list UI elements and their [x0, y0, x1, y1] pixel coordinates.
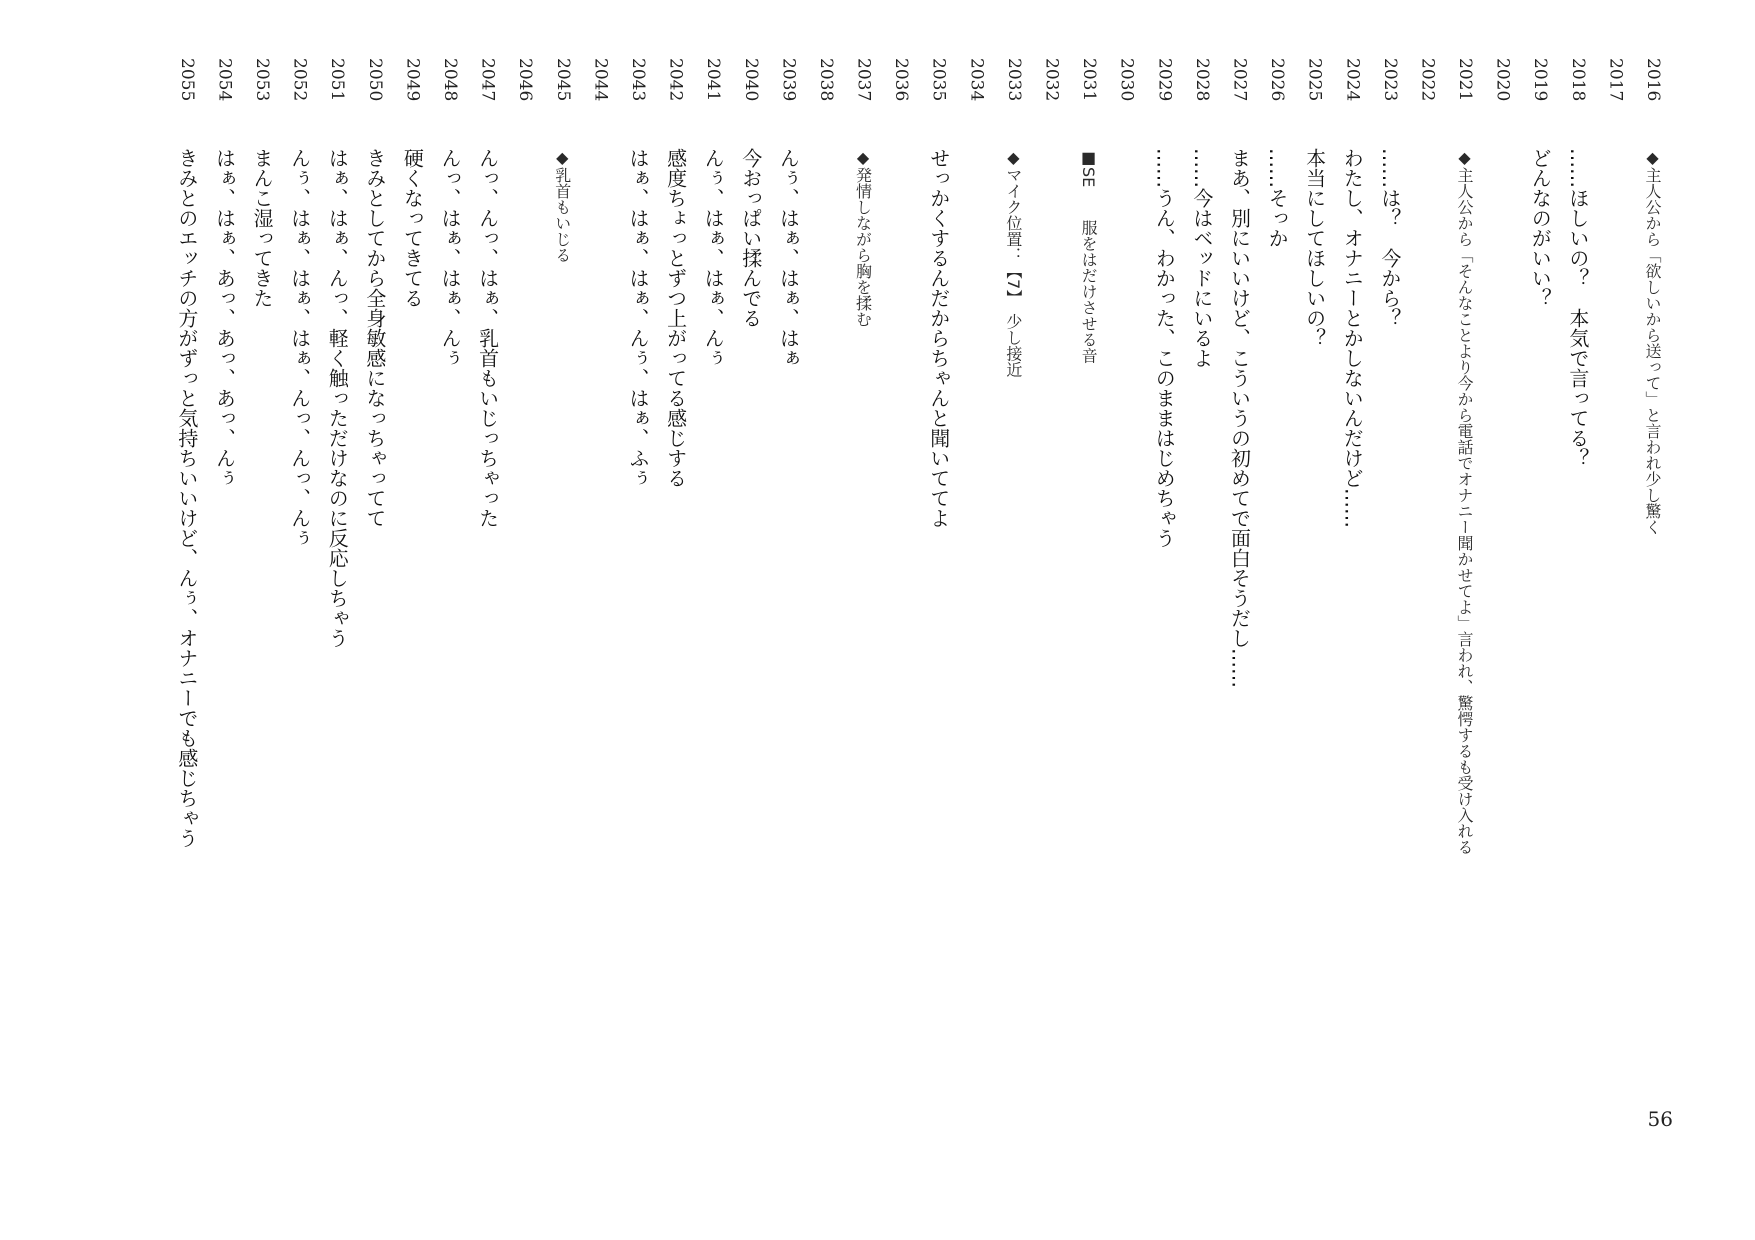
script-line [618, 58, 656, 1058]
script-line [1182, 58, 1220, 1058]
dialogue-line: まんこ湿ってきた [250, 148, 275, 308]
line-number: 2019 [1530, 58, 1551, 102]
dialogue-line: わたし、オナニーとかしないんだけど…… [1340, 148, 1365, 528]
line-number: 2045 [552, 58, 573, 102]
line-number: 2028 [1191, 58, 1212, 102]
script-line [994, 58, 1032, 1058]
line-number: 2048 [440, 58, 460, 102]
dialogue-line: はぁ、はぁ、んっ、軽く触っただけなのに反応しちゃう [325, 148, 350, 648]
script-line [1370, 58, 1408, 1058]
script-line [581, 58, 619, 1058]
script-line [769, 58, 807, 1058]
script-line [1633, 58, 1671, 1058]
script-line [318, 58, 356, 1058]
line-number: 2031 [1079, 58, 1100, 102]
line-number: 2043 [627, 58, 648, 102]
line-number: 2052 [289, 58, 310, 102]
line-number: 2037 [853, 58, 874, 102]
dialogue-line: せっかくするんだからちゃんと聞いててよ [926, 148, 951, 528]
line-number: 2021 [1455, 58, 1476, 102]
line-number: 2053 [252, 58, 273, 102]
dialogue-line: んぅ、はぁ、はぁ、んぅ [701, 148, 726, 368]
blank-line [1032, 148, 1070, 1058]
dialogue-line: はぁ、はぁ、はぁ、んぅ、はぁ、ふぅ [625, 148, 650, 488]
line-number: 2020 [1492, 58, 1513, 102]
script-line [242, 58, 280, 1058]
blank-line [1408, 148, 1446, 1058]
line-number: 2024 [1342, 58, 1363, 102]
stage-direction: ■SE 服をはだけさせる音 [1079, 148, 1099, 364]
line-number: 2036 [891, 58, 912, 102]
blank-line [581, 148, 619, 1058]
dialogue-line: 感度ちょっとずつ上がってる感じする [663, 148, 688, 488]
script-line [731, 58, 769, 1058]
script-line [205, 58, 243, 1058]
dialogue-line: どんなのがいい？ [1528, 148, 1553, 308]
script-line [1257, 58, 1295, 1058]
script-line [957, 58, 995, 1058]
line-number: 2016 [1643, 58, 1663, 102]
script-lines [167, 58, 1671, 1058]
line-number: 2050 [364, 58, 385, 102]
script-line [919, 58, 957, 1058]
line-number: 2026 [1267, 58, 1288, 102]
stage-direction: ◆主人公から「欲しいから送って」と言われ少し驚く [1643, 148, 1662, 535]
script-line [1295, 58, 1333, 1058]
script-line [1107, 58, 1145, 1058]
dialogue-line: んぅ、はぁ、はぁ、はぁ、んっ、んっ、んぅ [287, 148, 312, 548]
dialogue-line: はぁ、はぁ、あっ、あっ、あっ、んぅ [212, 148, 237, 488]
line-number: 2049 [402, 58, 423, 102]
line-number: 2035 [928, 58, 949, 102]
script-line [1445, 58, 1483, 1058]
script-line [167, 58, 205, 1058]
script-line [543, 58, 581, 1058]
line-number: 2033 [1003, 58, 1024, 102]
script-line [1408, 58, 1446, 1058]
script-line [430, 58, 468, 1058]
dialogue-line: 今おっぱい揉んでる [738, 148, 763, 328]
line-number: 2032 [1041, 58, 1062, 102]
line-number: 2029 [1154, 58, 1175, 102]
script-line [1220, 58, 1258, 1058]
line-number: 2044 [590, 58, 611, 102]
line-number: 2042 [665, 58, 686, 102]
line-number: 2039 [778, 58, 799, 102]
blank-line [1596, 148, 1634, 1058]
blank-line [806, 148, 844, 1058]
dialogue-line: ……うん、わかった、このままはじめちゃう [1152, 148, 1177, 548]
blank-line [1107, 148, 1145, 1058]
line-number: 2017 [1605, 58, 1626, 102]
script-line [468, 58, 506, 1058]
dialogue-line: きみとしてから全身敏感になっちゃってて [362, 148, 387, 528]
script-line [1483, 58, 1521, 1058]
line-number: 2047 [477, 58, 498, 102]
line-number: 2041 [703, 58, 724, 102]
line-number: 2023 [1379, 58, 1400, 102]
dialogue-line: ……今はベッドにいるよ [1189, 148, 1214, 368]
dialogue-line: ……そっか [1265, 148, 1290, 248]
script-line [844, 58, 882, 1058]
blank-line [1483, 148, 1521, 1058]
line-number: 2018 [1567, 58, 1588, 102]
script-line [1333, 58, 1371, 1058]
dialogue-line: んっ、んっ、はぁ、乳首もいじっちゃった [475, 148, 500, 528]
blank-line [882, 148, 920, 1058]
line-number: 2046 [515, 58, 536, 102]
dialogue-line: 硬くなってきてる [400, 148, 425, 308]
script-line [393, 58, 431, 1058]
script-line [1145, 58, 1183, 1058]
script-line [1596, 58, 1634, 1058]
script-line [882, 58, 920, 1058]
dialogue-line: ……ほしいの？ 本気で言ってる？ [1565, 148, 1590, 468]
script-line [355, 58, 393, 1058]
script-line [1070, 58, 1108, 1058]
dialogue-line: んぅ、はぁ、はぁ、はぁ [776, 148, 801, 368]
script-line [506, 58, 544, 1058]
stage-direction: ◆マイク位置：【7】 少し接近 [1003, 148, 1023, 378]
stage-direction: ◆主人公から「そんなことより今から電話でオナニー聞かせてよ」言われ、驚愕するも受け入れる [1455, 148, 1475, 855]
line-number: 2027 [1229, 58, 1250, 102]
stage-direction: ◆乳首もいじる [552, 148, 572, 263]
line-number: 2040 [740, 58, 761, 102]
script-line [1032, 58, 1070, 1058]
dialogue-line: まあ、別にいいけど、こういうの初めてで面白そうだし…… [1227, 148, 1252, 688]
page-number: 56 [1647, 1107, 1673, 1131]
dialogue-line: ……は？ 今から？ [1377, 148, 1402, 328]
line-number: 2055 [176, 58, 197, 102]
line-number: 2038 [815, 58, 836, 102]
script-line [656, 58, 694, 1058]
script-line [806, 58, 844, 1058]
blank-line [957, 148, 995, 1058]
line-number: 2054 [214, 58, 235, 102]
line-number: 2022 [1417, 58, 1438, 102]
stage-direction: ◆発情しながら胸を揉む [853, 148, 873, 327]
script-line [694, 58, 732, 1058]
dialogue-line: きみとのエッチの方がずっと気持ちいいけど、んぅ、オナニーでも感じちゃう [174, 148, 199, 848]
script-line [1558, 58, 1596, 1058]
script-line [1521, 58, 1559, 1058]
dialogue-line: んっ、はぁ、はぁ、んぅ [438, 148, 462, 368]
line-number: 2051 [327, 58, 348, 102]
line-number: 2034 [966, 58, 987, 102]
blank-line [506, 148, 544, 1058]
dialogue-line: 本当にしてほしいの？ [1302, 148, 1327, 348]
line-number: 2025 [1304, 58, 1325, 102]
script-line [280, 58, 318, 1058]
line-number: 2030 [1116, 58, 1137, 102]
